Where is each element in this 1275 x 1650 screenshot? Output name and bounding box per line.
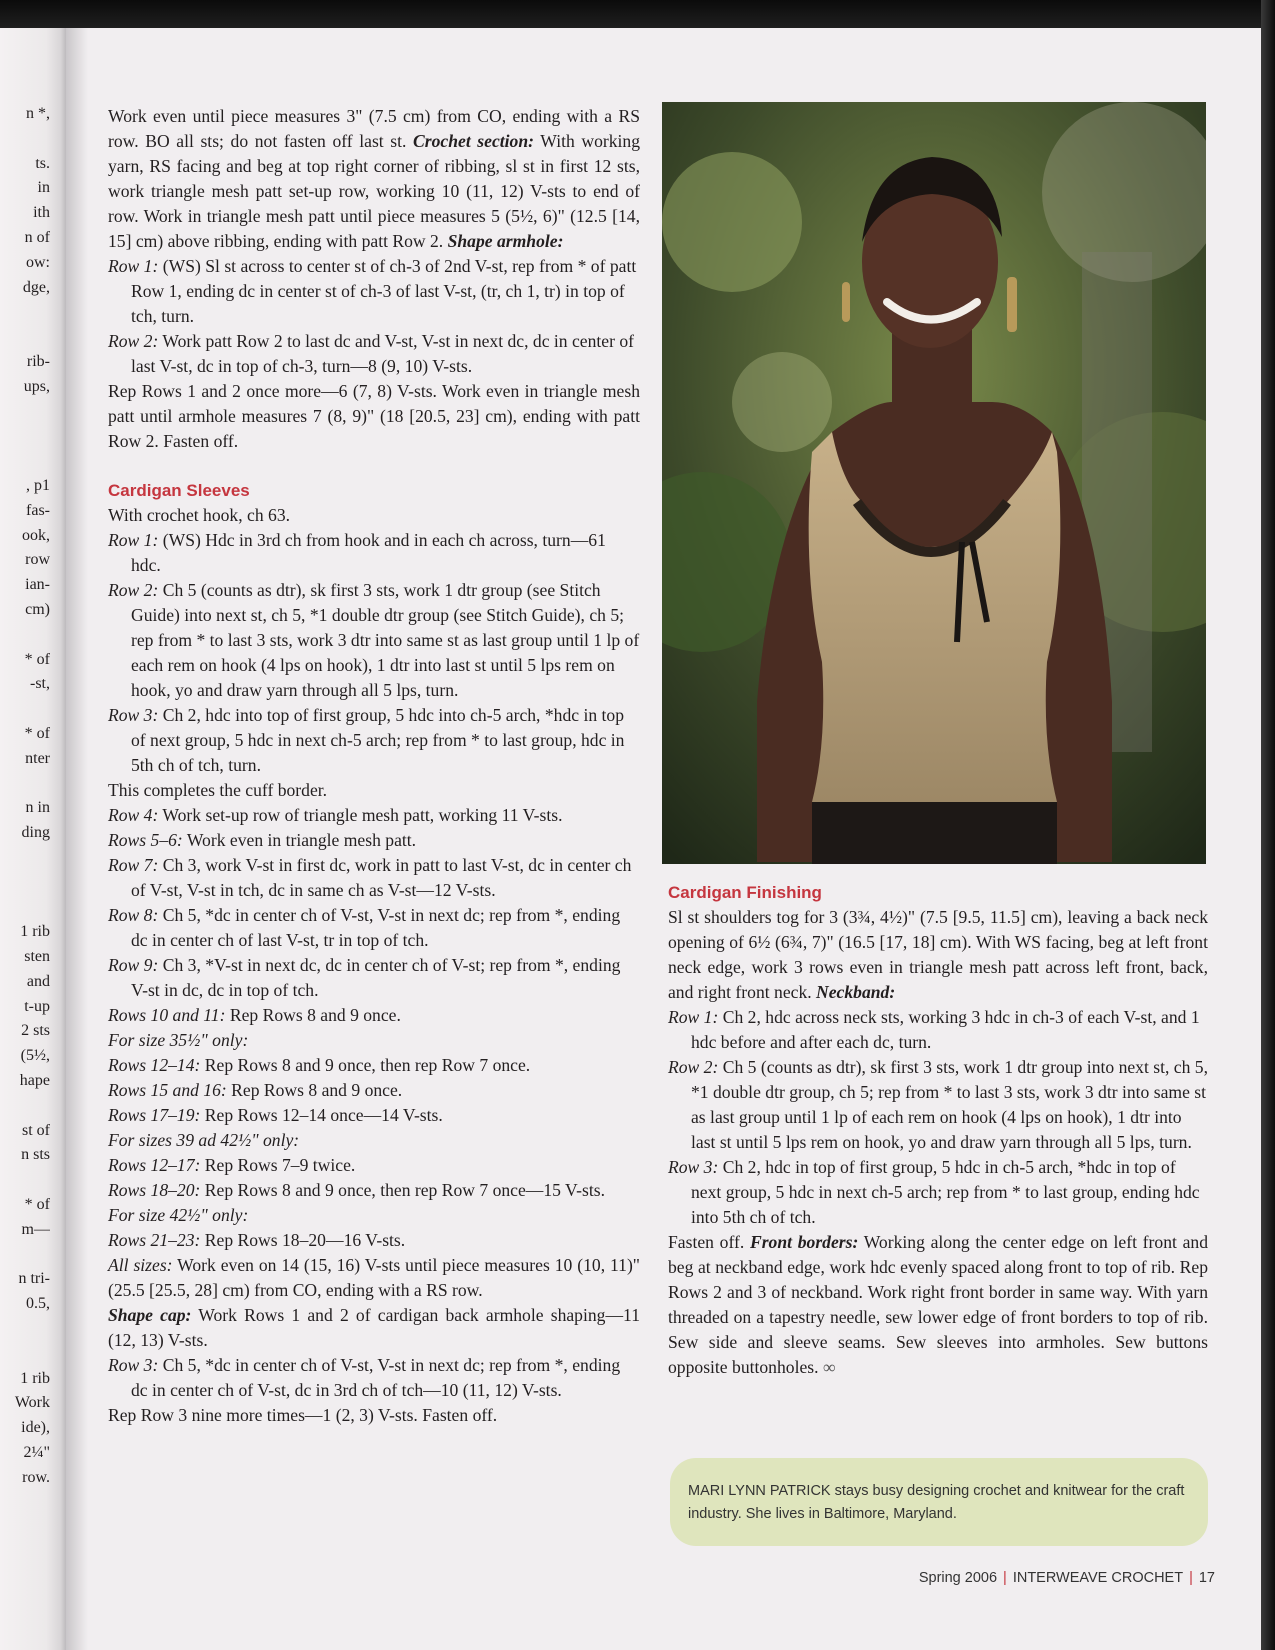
pattern-row bbox=[108, 1228, 640, 1253]
designer-bio-box bbox=[670, 1458, 1208, 1546]
facing-page-fragment: ding bbox=[21, 824, 50, 842]
facing-page-fragment bbox=[0, 871, 50, 896]
facing-page-fragment bbox=[0, 1342, 50, 1367]
facing-page-fragment: n *, bbox=[26, 105, 50, 122]
facing-page-fragment: hape bbox=[19, 1072, 50, 1090]
facing-page-fragment bbox=[0, 424, 50, 449]
facing-page-fragment: row. bbox=[22, 1468, 50, 1486]
row-text: Ch 2, hdc into top of first group, 5 hdc into ch-5 arch, *hdc in top of next group, 5 hdc in next ch-5 arch; rep from * to last group, hdc in 5th ch of tch, turn. bbox=[131, 705, 625, 775]
row-text: Rep Rows 12–14 once—14 V-sts. bbox=[200, 1105, 443, 1125]
row-label: Row 4: bbox=[108, 805, 159, 825]
row-text: Work patt Row 2 to last dc and V-st, V-st in next dc, dc in center of last V-st, dc in top of ch-3, turn—8 (9, 10) V-sts. bbox=[131, 331, 635, 376]
end-mark-icon: ∞ bbox=[822, 1357, 836, 1377]
sleeves-intro: With crochet hook, ch 63. bbox=[108, 505, 291, 525]
row-text: Ch 5 (counts as dtr), sk first 3 sts, work 1 dtr group into next st, ch 5, *1 double dtr group, ch 5; rep from * to last 3 sts, work 3 dtr into same st as last group until 1 lp of each rem on hook (4 lps on hook), 1 dtr into last st until 5 lps rem on hook, yo and draw yarn through all 5 lps, turn. bbox=[691, 1057, 1208, 1152]
pattern-row bbox=[108, 1103, 640, 1128]
row-label: Row 2: bbox=[108, 331, 159, 351]
row-label: Row 8: bbox=[108, 905, 159, 925]
all-sizes: All sizes: Work even on 14 (15, 16) V-sts until piece measures 10 (10, 11)" (25.5 [25.5, 28] cm) from CO, ending with a RS row. bbox=[108, 1255, 640, 1300]
facing-page-fragment: ian- bbox=[25, 576, 50, 594]
facing-page-fragment: rib- bbox=[26, 352, 50, 370]
facing-page-fragment: Work bbox=[14, 1394, 50, 1412]
pattern-row bbox=[668, 1155, 1208, 1230]
facing-page-fragment: n in bbox=[25, 799, 50, 817]
row-label: Rows 12–14: bbox=[108, 1055, 201, 1075]
row-label: Rows 5–6: bbox=[108, 830, 183, 850]
row-label: Row 3: bbox=[108, 705, 159, 725]
pattern-row bbox=[108, 1053, 640, 1078]
sleeves-heading: Cardigan Sleeves bbox=[108, 481, 250, 500]
facing-page-fragment: n of bbox=[24, 228, 50, 246]
pattern-row bbox=[668, 1005, 1208, 1055]
row-text: Ch 3, work V-st in first dc, work in patt to last V-st, dc in center ch of V-st, V-st in tch, dc in same ch as V-st—12 V-sts. bbox=[131, 855, 632, 900]
cap-row-3: Row 3: Ch 5, *dc in center ch of V-st, V-st in next dc; rep from *, ending dc in center ch of V-st, dc in 3rd ch of tch—10 (11, 12) V-sts. bbox=[108, 1355, 621, 1400]
row-label: Rows 21–23: bbox=[108, 1230, 201, 1250]
pattern-row bbox=[108, 903, 640, 953]
facing-page-fragment: fas- bbox=[26, 501, 50, 519]
finishing-heading: Cardigan Finishing bbox=[668, 883, 822, 902]
row-label: Row 2: bbox=[108, 580, 159, 600]
page-footer: Spring 2006 | INTERWEAVE CROCHET | 17 bbox=[918, 1570, 1215, 1586]
facing-page-fragment: 0.5, bbox=[26, 1295, 50, 1313]
facing-page-fragment: t-up bbox=[24, 997, 50, 1015]
facing-page-fragment: * of bbox=[24, 724, 50, 742]
facing-page-fragment bbox=[0, 449, 50, 474]
row-text: Ch 2, hdc across neck sts, working 3 hdc in ch-3 of each V-st, and 1 hdc before and after each dc, turn. bbox=[691, 1007, 1200, 1052]
facing-page-fragment: st of bbox=[22, 1121, 50, 1139]
facing-page-fragment: * of bbox=[24, 650, 50, 668]
row-label: Rows 10 and 11: bbox=[108, 1005, 226, 1025]
row-text: Ch 5 (counts as dtr), sk first 3 sts, work 1 dtr group (see Stitch Guide) into next st, ch 5, *1 double dtr group (see Stitch Guide), ch 5; rep from * to last 3 sts, work 3 dtr into same st as last group until 1 lp of each rem on hook (4 lps on hook), 1 dtr into last st until 5 lps rem on hook, yo and draw yarn through all 5 lps, turn. bbox=[131, 580, 640, 700]
armhole-rows bbox=[108, 254, 640, 379]
facing-page-fragment bbox=[0, 325, 50, 350]
row-text: Ch 3, *V-st in next dc, dc in center ch of V-st; rep from *, ending V-st in dc, dc in top of tch. bbox=[131, 955, 621, 1000]
finishing-intro: Sl st shoulders tog for 3 (3¾, 4½)" (7.5 [9.5, 11.5] cm), leaving a back neck opening of 6½ (6¾, 7)" (16.5 [17, 18] cm). With WS facing, beg at left front neck edge, work 3 rows even in triangle mesh patt across left front, back, and right front neck. Neckband: bbox=[668, 907, 1208, 1002]
neckband-rows bbox=[668, 1005, 1208, 1230]
facing-page-fragment: row bbox=[25, 551, 50, 569]
facing-page-fragment: 2¼" bbox=[23, 1444, 50, 1462]
pattern-row bbox=[108, 828, 640, 853]
facing-page-fragment bbox=[0, 697, 50, 722]
sleeve-rows-main bbox=[108, 803, 640, 1028]
facing-page-fragment: ook, bbox=[22, 526, 50, 544]
pattern-row bbox=[668, 1055, 1208, 1155]
facing-page-fragment bbox=[0, 1094, 50, 1119]
facing-page-fragment: n tri- bbox=[18, 1270, 50, 1288]
photo-illustration bbox=[662, 102, 1206, 864]
pattern-row bbox=[108, 853, 640, 903]
facing-page-fragment bbox=[0, 1317, 50, 1342]
right-text-column bbox=[668, 880, 1208, 1380]
back-finish-paragraph: Work even until piece measures 3" (7.5 cm) from CO, ending with a RS row. BO all sts; do not fasten off last st. Crochet section: With working yarn, RS facing and beg at top right corner of ribbing, sl st in first 12 sts, work triangle mesh patt set-up row, working 10 (11, 12) V-sts to end of row. Work in triangle mesh patt until piece measures 5 (5½, 6)" (12.5 [14, 15] cm) above ribbing, ending with patt Row 2. Shape armhole: bbox=[108, 106, 641, 251]
facing-page-fragment: dge, bbox=[22, 278, 50, 296]
cuff-done: This completes the cuff border. bbox=[108, 780, 328, 800]
shape-cap: Shape cap: Work Rows 1 and 2 of cardigan back armhole shaping—11 (12, 13) V-sts. bbox=[108, 1305, 640, 1350]
pattern-row bbox=[108, 953, 640, 1003]
row-text: Rep Rows 8 and 9 once. bbox=[225, 1005, 401, 1025]
pattern-row bbox=[108, 1178, 640, 1203]
left-text-column bbox=[108, 104, 640, 1428]
facing-page-fragment: ide), bbox=[21, 1419, 50, 1437]
sleeve-rows-size-42 bbox=[108, 1228, 640, 1253]
facing-page-fragment bbox=[0, 772, 50, 797]
sleeve-rows-cuff bbox=[108, 528, 640, 778]
row-text: (WS) Sl st across to center st of ch-3 of 2nd V-st, rep from * of patt Row 1, ending dc in center st of ch-3 of last V-st, (tr, ch 1, tr) in top of tch, turn. bbox=[131, 256, 637, 326]
row-text: Rep Rows 8 and 9 once. bbox=[226, 1080, 403, 1100]
row-label: Rows 12–17: bbox=[108, 1155, 201, 1175]
facing-page-fragment bbox=[0, 846, 50, 871]
footer-magazine: INTERWEAVE CROCHET bbox=[1012, 1570, 1184, 1586]
facing-page-fragment: ow: bbox=[26, 253, 50, 271]
designer-bio: MARI LYNN PATRICK stays busy designing crochet and knitwear for the craft industry. She lives in Baltimore, Maryland. bbox=[688, 1483, 1185, 1522]
row-text: Ch 5, *dc in center ch of V-st, V-st in next dc; rep from *, ending dc in center ch of last V-st, tr in top of tch. bbox=[131, 905, 621, 950]
pattern-row bbox=[108, 703, 640, 778]
row-label: Row 2: bbox=[668, 1057, 719, 1077]
pattern-row bbox=[108, 528, 640, 578]
row-text: Rep Rows 8 and 9 once, then rep Row 7 once. bbox=[200, 1055, 531, 1075]
row-text: (WS) Hdc in 3rd ch from hook and in each ch across, turn—61 hdc. bbox=[131, 530, 606, 575]
row-label: Row 1: bbox=[108, 256, 159, 276]
row-label: Row 1: bbox=[668, 1007, 719, 1027]
row-label: Row 9: bbox=[108, 955, 159, 975]
row-text: Ch 2, hdc in top of first group, 5 hdc in ch-5 arch, *hdc in top of next group, 5 hdc in next ch-5 arch; rep from * to last group, ending hdc into 5th ch of tch. bbox=[691, 1157, 1200, 1227]
facing-page-fragment bbox=[0, 623, 50, 648]
facing-page-fragment: and bbox=[26, 972, 50, 990]
row-text: Rep Rows 18–20—16 V-sts. bbox=[200, 1230, 406, 1250]
row-text: Work set-up row of triangle mesh patt, working 11 V-sts. bbox=[158, 805, 563, 825]
model-photo bbox=[662, 102, 1206, 864]
facing-page-fragment: sten bbox=[24, 948, 50, 966]
pattern-row bbox=[108, 1003, 640, 1028]
facing-page-text-fragments bbox=[0, 102, 50, 1491]
facing-page-fragment: ts. bbox=[35, 154, 50, 172]
final-line: Rep Row 3 nine more times—1 (2, 3) V-sts. Fasten off. bbox=[108, 1405, 498, 1425]
facing-page-fragment: m— bbox=[21, 1220, 50, 1238]
facing-page-fragment: nter bbox=[25, 749, 50, 767]
size-note-42: For size 42½" only: bbox=[108, 1205, 249, 1225]
facing-page-fragment: , p1 bbox=[26, 476, 50, 494]
facing-page-fragment bbox=[0, 896, 50, 921]
pattern-row bbox=[108, 254, 640, 329]
row-label: Rows 18–20: bbox=[108, 1180, 201, 1200]
facing-page-fragment bbox=[0, 1168, 50, 1193]
sleeve-rows-size-39 bbox=[108, 1153, 640, 1203]
facing-page-fragment: -st, bbox=[30, 675, 50, 693]
facing-page-fragment: ups, bbox=[23, 377, 50, 395]
scan-right-edge bbox=[1261, 0, 1275, 1650]
row-label: Rows 17–19: bbox=[108, 1105, 201, 1125]
page-gutter bbox=[66, 28, 88, 1650]
pattern-row bbox=[108, 1153, 640, 1178]
facing-page-fragment: cm) bbox=[25, 600, 50, 618]
facing-page-fragment bbox=[0, 127, 50, 152]
facing-page-fragment: in bbox=[37, 179, 50, 197]
pattern-row bbox=[108, 803, 640, 828]
facing-page-fragment: ith bbox=[33, 204, 50, 222]
facing-page-fragment: 2 sts bbox=[21, 1022, 50, 1040]
facing-page-fragment: * of bbox=[24, 1196, 50, 1214]
row-label: Rows 15 and 16: bbox=[108, 1080, 227, 1100]
row-label: Row 3: bbox=[668, 1157, 719, 1177]
armhole-end: Rep Rows 1 and 2 once more—6 (7, 8) V-sts. Work even in triangle mesh patt until armhole measures 7 (8, 9)" (18 [20.5, 23] cm), ending with patt Row 2. Fasten off. bbox=[108, 381, 640, 451]
pattern-row bbox=[108, 578, 640, 703]
row-label: Row 7: bbox=[108, 855, 159, 875]
size-note-35: For size 35½" only: bbox=[108, 1030, 249, 1050]
sleeve-rows-size-35 bbox=[108, 1053, 640, 1128]
row-text: Rep Rows 7–9 twice. bbox=[200, 1155, 356, 1175]
row-text: Rep Rows 8 and 9 once, then rep Row 7 once—15 V-sts. bbox=[200, 1180, 605, 1200]
pattern-row bbox=[108, 329, 640, 379]
front-borders: Fasten off. Front borders: Working along the center edge on left front and beg at neckband edge, work hdc evenly spaced along front to top of rib. Rep Rows 2 and 3 of neckband. Work right front border in same way. With yarn threaded on a tapestry needle, sew lower edge of front borders to top of rib. Sew side and sleeve seams. Sew sleeves into armholes. Sew buttons opposite buttonholes. ∞ bbox=[668, 1232, 1208, 1377]
facing-page-fragment: n sts bbox=[21, 1146, 50, 1164]
row-label: Row 1: bbox=[108, 530, 159, 550]
facing-page-fragment: 1 rib bbox=[20, 1369, 50, 1387]
facing-page-fragment bbox=[0, 1243, 50, 1268]
facing-page-fragment bbox=[0, 400, 50, 425]
pattern-row bbox=[108, 1078, 640, 1103]
facing-page-fragment bbox=[0, 300, 50, 325]
row-text: Work even in triangle mesh patt. bbox=[182, 830, 417, 850]
size-note-39: For sizes 39 ad 42½" only: bbox=[108, 1130, 300, 1150]
footer-season: Spring 2006 bbox=[918, 1570, 998, 1586]
scan-top-edge bbox=[0, 0, 1275, 28]
facing-page-fragment: 1 rib bbox=[20, 923, 50, 941]
page-number: 17 bbox=[1198, 1570, 1215, 1586]
facing-page-fragment: (5½, bbox=[20, 1047, 50, 1065]
